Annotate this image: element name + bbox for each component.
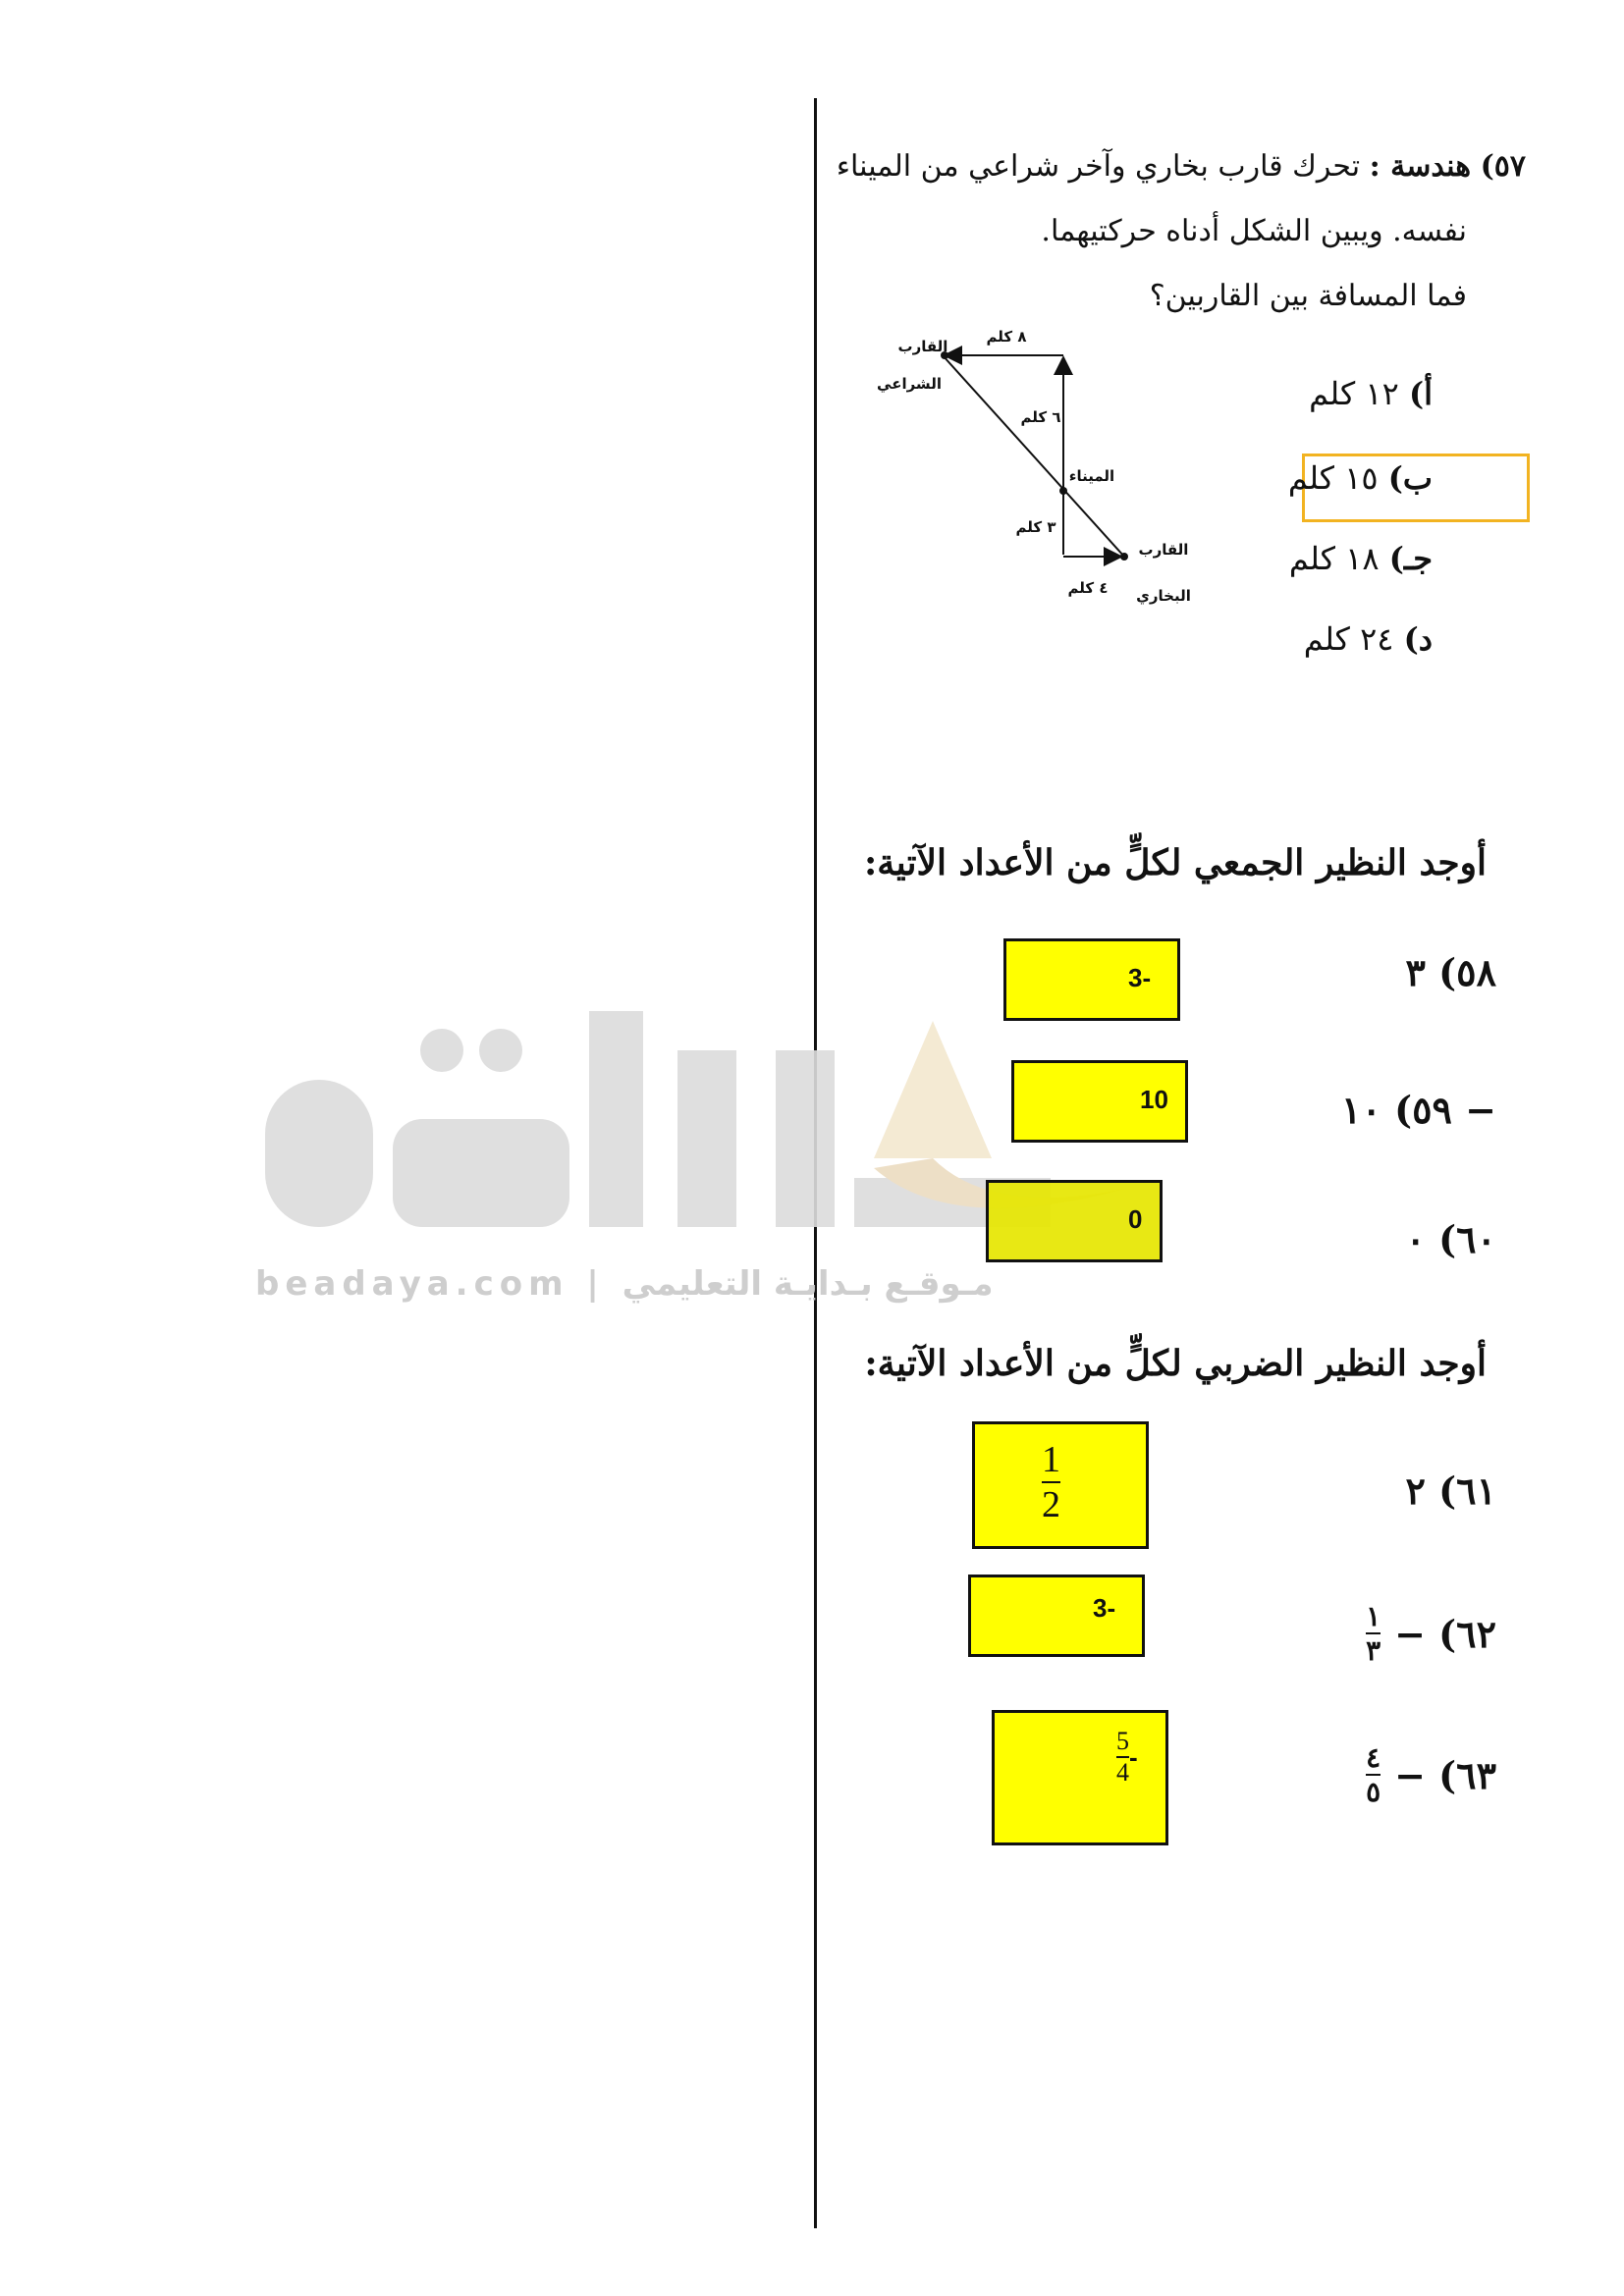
label-4km: ٤ كلم: [1067, 579, 1109, 597]
item-58-label: ٥٨) ٣: [1405, 950, 1496, 994]
item-62-fraction: [1366, 1600, 1380, 1667]
label-6km: ٦ كلم: [1020, 408, 1061, 426]
answer-62: 3-: [1093, 1593, 1116, 1623]
port-point: [1059, 487, 1067, 495]
label-3km: ٣ كلم: [1015, 518, 1056, 536]
item-63-label: [1366, 1741, 1496, 1808]
item-62-text: ٦٢) −: [1394, 1611, 1496, 1656]
answer-box-60[interactable]: [986, 1180, 1163, 1262]
option-b-letter: ب): [1387, 459, 1433, 497]
option-a-letter: أ): [1408, 375, 1433, 412]
label-8km: ٨ كلم: [986, 328, 1027, 346]
label-sail-1: القارب: [897, 338, 948, 355]
option-b[interactable]: [1288, 459, 1433, 497]
item-62-denominator: ٣: [1366, 1634, 1381, 1667]
question-57-line1: [837, 137, 1526, 196]
label-sail-2: الشراعي: [877, 375, 942, 393]
answer-box-63[interactable]: [992, 1710, 1168, 1845]
option-d-letter: د): [1403, 620, 1433, 658]
item-63-numerator: ٤: [1366, 1741, 1381, 1774]
answer-box-61[interactable]: [972, 1421, 1149, 1549]
steam-boat-point: [1120, 553, 1128, 561]
answer-61-numerator: 1: [1042, 1439, 1060, 1480]
answer-61-fraction: [1042, 1438, 1060, 1526]
label-port: الميناء: [1068, 467, 1115, 485]
item-63-fraction: [1366, 1741, 1380, 1808]
question-text-line1: تحرك قارب بخاري وآخر شراعي من الميناء: [836, 149, 1361, 184]
boats-diagram: [864, 314, 1218, 609]
option-d[interactable]: [1304, 620, 1433, 658]
option-c-text: ١٨ كلم: [1288, 540, 1380, 577]
answer-63-denominator: 4: [1116, 1758, 1129, 1787]
label-steam-2: البخاري: [1136, 587, 1191, 605]
answer-box-59[interactable]: [1011, 1060, 1188, 1143]
option-d-text: ٢٤ كلم: [1303, 620, 1394, 658]
watermark-caption: beadaya.com | مـوقـع بـدايـة التعليمي: [255, 1264, 994, 1304]
item-63-text: ٦٣) −: [1394, 1752, 1496, 1797]
option-a-text: ١٢ كلم: [1309, 375, 1399, 412]
question-text-line2: نفسه. ويبين الشكل أدناه حركتيهما.: [1041, 214, 1467, 248]
item-62-label: [1366, 1600, 1496, 1667]
item-63-denominator: ٥: [1366, 1776, 1381, 1808]
answer-box-62[interactable]: [968, 1575, 1145, 1657]
option-c[interactable]: [1289, 540, 1433, 577]
option-a[interactable]: [1309, 375, 1433, 412]
question-text-line3: فما المسافة بين القاربين؟: [1149, 279, 1467, 313]
question-number: ٥٧): [1480, 149, 1526, 184]
answer-63: [1116, 1727, 1138, 1788]
item-62-numerator: ١: [1366, 1600, 1381, 1632]
watermark: [245, 991, 1129, 1325]
question-topic: هندسة :: [1369, 149, 1472, 184]
answer-60: 0: [1128, 1204, 1143, 1234]
option-c-letter: جـ): [1388, 540, 1433, 577]
answer-58: 3-: [1128, 963, 1152, 992]
multiplicative-section-title: أوجد النظير الضربي لكلٍّ من الأعداد الآتية:: [864, 1343, 1487, 1384]
answer-box-58[interactable]: [1003, 938, 1180, 1021]
answer-63-fraction: [1116, 1727, 1129, 1788]
option-b-text: ١٥ كلم: [1287, 459, 1379, 497]
answer-61-denominator: 2: [1042, 1484, 1060, 1525]
item-59-label: ٥٩) ١٠ −: [1341, 1088, 1496, 1132]
item-60-label: ٦٠) ٠: [1405, 1217, 1496, 1261]
answer-63-sign: -: [1129, 1741, 1138, 1772]
answer-59: 10: [1140, 1085, 1168, 1114]
label-steam-1: القارب: [1138, 541, 1189, 559]
answer-63-numerator: 5: [1116, 1727, 1129, 1755]
additive-section-title: أوجد النظير الجمعي لكلٍّ من الأعداد الآتية:: [864, 842, 1487, 883]
item-61-label: ٦١) ٢: [1405, 1468, 1496, 1513]
